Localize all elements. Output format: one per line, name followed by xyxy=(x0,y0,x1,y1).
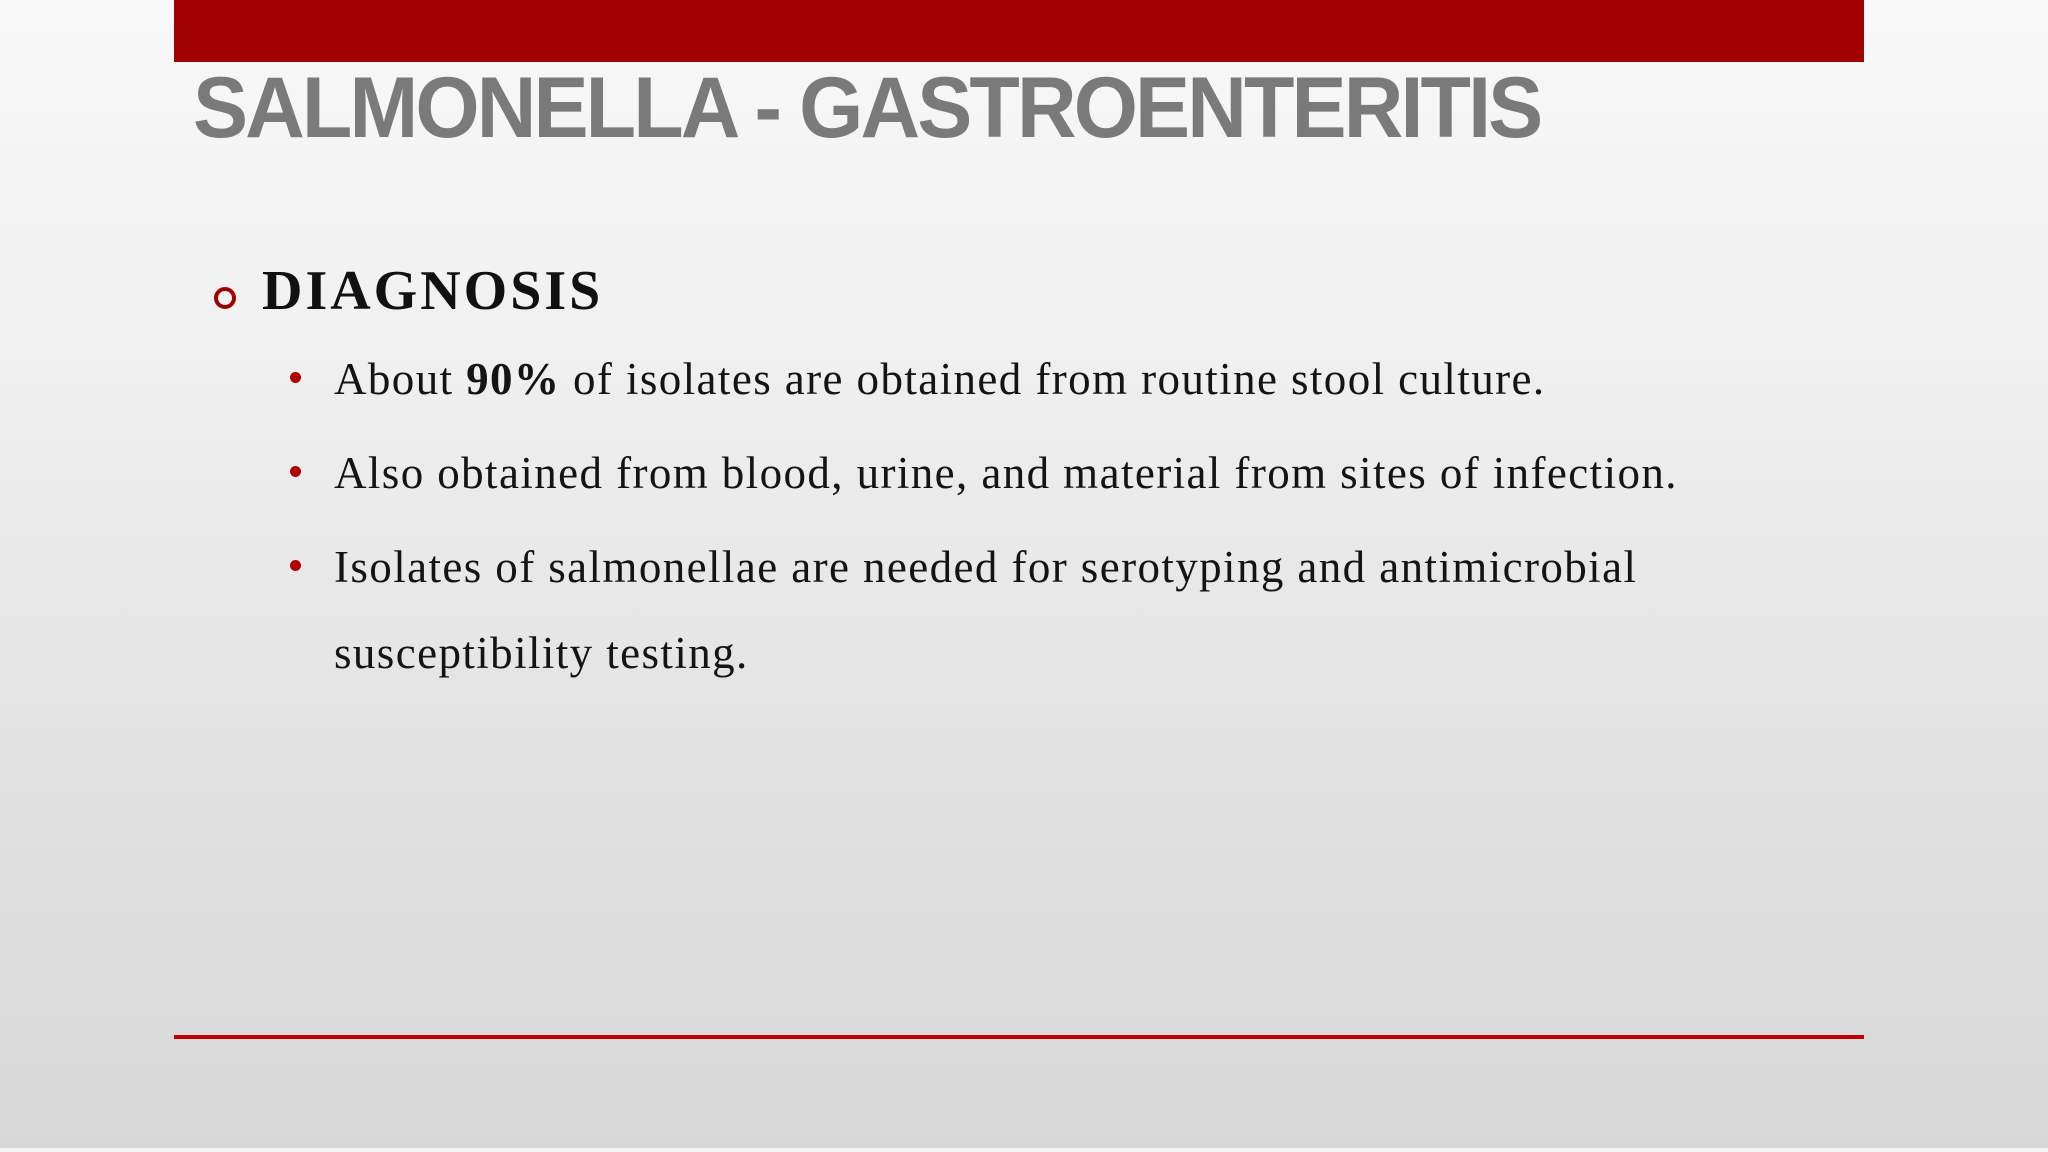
bullet-text: Isolates of salmonellae are needed for serotyping and antimicrobial susceptibility testing. xyxy=(334,542,1638,678)
section-heading xyxy=(214,256,1854,326)
top-accent-bar xyxy=(174,0,1864,62)
bottom-edge xyxy=(0,1148,2048,1152)
bullet-list xyxy=(214,336,1854,696)
section-title: DIAGNOSIS xyxy=(262,260,604,322)
bullet-text: About xyxy=(334,354,467,404)
bullet-item xyxy=(214,336,1854,422)
dot-bullet-icon xyxy=(290,372,301,383)
bullet-emphasis: 90% xyxy=(466,354,561,404)
bullet-item xyxy=(214,430,1854,516)
dot-bullet-icon xyxy=(290,560,301,571)
bottom-divider xyxy=(174,1035,1864,1039)
bullet-item xyxy=(214,524,1854,696)
circle-bullet-icon xyxy=(214,287,236,309)
bullet-text: of isolates are obtained from routine stool culture. xyxy=(560,354,1546,404)
dot-bullet-icon xyxy=(290,466,301,477)
slide-title: SALMONELLA - GASTROENTERITIS xyxy=(193,60,1541,156)
bullet-text: Also obtained from blood, urine, and material from sites of infection. xyxy=(334,448,1678,498)
diagnosis-section xyxy=(214,256,1854,704)
